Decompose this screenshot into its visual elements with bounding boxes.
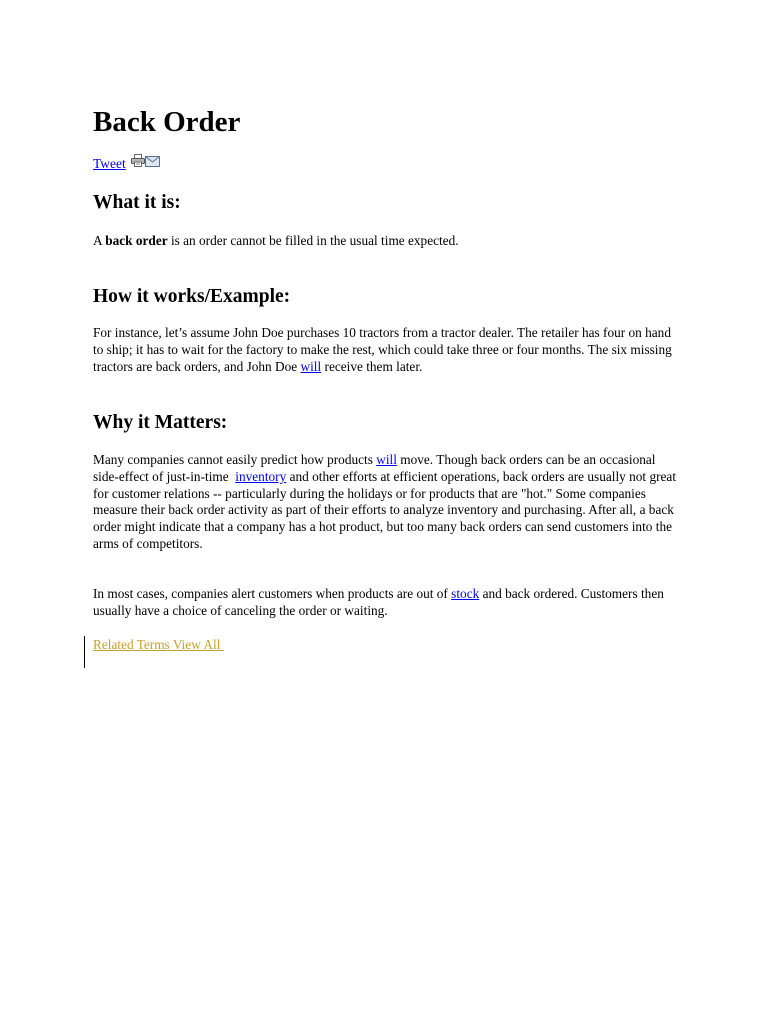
paragraph-how-it-works [93, 325, 678, 375]
term-back-order: back order [105, 233, 168, 248]
text: and back ordered. Customers then usually have a choice of canceling the order or waiting. [93, 586, 664, 618]
email-icon[interactable] [145, 154, 160, 172]
text: In most cases, companies alert customers when products are out of [93, 586, 452, 601]
text: For instance, let’s assume John Doe purchases 10 tractors from a tractor dealer. The retailer has four on hand to ship; it has to wait for the factory to make the rest, which could take three or four months. The six missing tractors are back orders, and John Doe [93, 325, 672, 374]
heading-how-it-works: How it works/Example: [93, 286, 291, 307]
tweet-link[interactable]: Tweet [93, 156, 126, 171]
link-inventory[interactable]: inventory [235, 468, 287, 484]
text: A [93, 233, 106, 248]
share-icons [131, 154, 160, 172]
related-terms-row [93, 637, 678, 654]
link-stock[interactable]: stock [451, 586, 480, 601]
text: receive them later. [321, 358, 423, 374]
link-will[interactable]: will [300, 358, 322, 374]
paragraph-what-it-is [93, 233, 678, 250]
related-terms-view-all-link[interactable]: Related Terms View All [93, 637, 224, 652]
paragraph-most-cases [93, 586, 678, 620]
paragraph-why-it-matters [93, 452, 678, 553]
text: Many companies cannot easily predict how products [93, 452, 377, 467]
printer-icon[interactable] [131, 154, 145, 172]
page-title: Back Order [93, 106, 241, 138]
text: and other efforts at efficient operations, back orders are usually not great for customer relations -- particularly during the holidays or for products that are "hot." Some companies measure their back order activity as part of their efforts to analyze inventory and purchasing. After all, a back order might indicate that a company has a hot product, but too many back orders can send customers into the arms of competitors. [93, 468, 677, 551]
heading-why-it-matters: Why it Matters: [93, 412, 228, 433]
link-will[interactable]: will [376, 452, 397, 467]
text: move. Though back orders can be an occasional side-effect of just-in-time [93, 452, 659, 484]
text-cursor [84, 636, 85, 668]
share-row [93, 155, 160, 173]
heading-what-it-is: What it is: [93, 192, 181, 213]
text: is an order cannot be filled in the usual time expected. [167, 233, 459, 248]
